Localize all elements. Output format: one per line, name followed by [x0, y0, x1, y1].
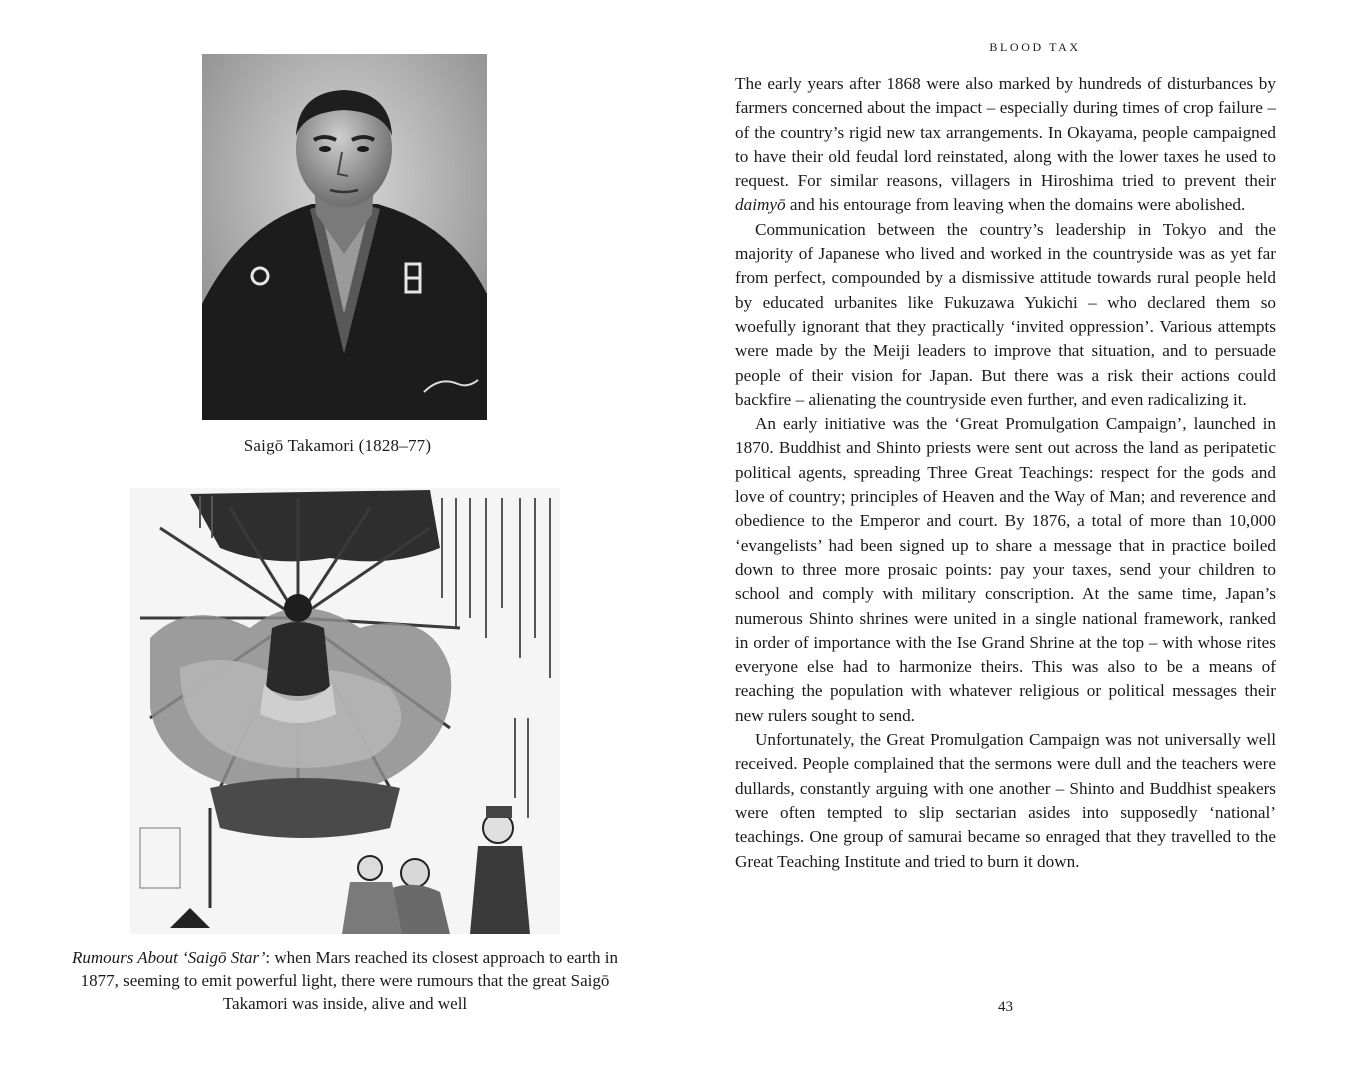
- portrait-photo: [202, 54, 487, 420]
- daimyo-term: daimyō: [735, 195, 786, 215]
- paragraph-1: [735, 72, 1276, 218]
- portrait-illustration: [202, 54, 487, 420]
- paragraph-4: Unfortunately, the Great Promulgation Campaign was not universally well received. People complained that the sermons were dull and the teachers were dullards, constantly arguing with one another – Shinto and Buddhist speakers were often tempted to slip sectarian asides into supposedly ‘national’ teachings. One group of samurai became so enraged that they travelled to the Great Teaching Institute and tried to burn it down.: [735, 730, 1276, 871]
- paragraph-2: Communication between the country’s leadership in Tokyo and the majority of Japanese who lived and worked in the countryside was as yet far from perfect, compounded by a dismissive attitude towards rural people held by educated urbanites like Fukuzawa Yukichi – who declared them so woefully ignorant that they practically ‘invited oppression’. Various attempts were made by the Meiji leaders to improve that situation, and to persuade people of their vision for Japan. But there was a risk their actions could backfire – alienating the countryside even further, and even radicalizing it.: [735, 219, 1276, 409]
- woodblock-caption: [70, 946, 620, 1015]
- saigo-star-illustration: [130, 488, 560, 934]
- right-page: [675, 0, 1350, 1080]
- paragraph-3: An early initiative was the ‘Great Promulgation Campaign’, launched in 1870. Buddhist and Shinto priests were sent out across the land as peripatetic political agents, spreading Three Great Teachings: respect for the gods and love of country; principles of Heaven and the Way of Man; and reverence and obedience to the Emperor and court. By 1876, a total of more than 10,000 ‘evangelists’ had been signed up to share a message that in practice boiled down to three more prosaic points: pay your taxes, send your children to school and comply with military conscription. At the same time, Japan’s numerous Shinto shrines were united in a single national framework, ranked in order of importance with the Ise Grand Shrine at the top – with whose rites everyone else had to harmonize theirs. This was also to be a means of reaching the population with whatever religious or political messages their new rulers sought to send.: [735, 414, 1276, 725]
- woodblock-print: [130, 488, 560, 934]
- woodblock-caption-title: Rumours About ‘Saigō Star’: [71, 948, 266, 967]
- paragraph-1-text: The early years after 1868 were also marked by hundreds of disturbances by farmers concerned about the impact – especially during times of crop failure – of the country’s rigid new tax arrangements. In Okayama, people campaigned to have their old feudal lord reinstated, along with the lower taxes he used to request. For similar reasons, villagers in Hiroshima tried to prevent their: [735, 74, 1276, 191]
- woodblock-caption-text: : when Mars reached its closest approach to earth in 1877, seeming to emit powerful light, there were rumours that the great Saigō Takamori was inside, alive and well: [80, 948, 619, 1013]
- running-head: BLOOD TAX: [989, 40, 1081, 54]
- body-text: [735, 72, 1276, 874]
- paragraph-1-text-end: and his entourage from leaving when the domains were abolished.: [785, 195, 1246, 215]
- portrait-caption: Saigō Takamori (1828–77): [243, 436, 432, 455]
- page-number: 43: [998, 999, 1013, 1015]
